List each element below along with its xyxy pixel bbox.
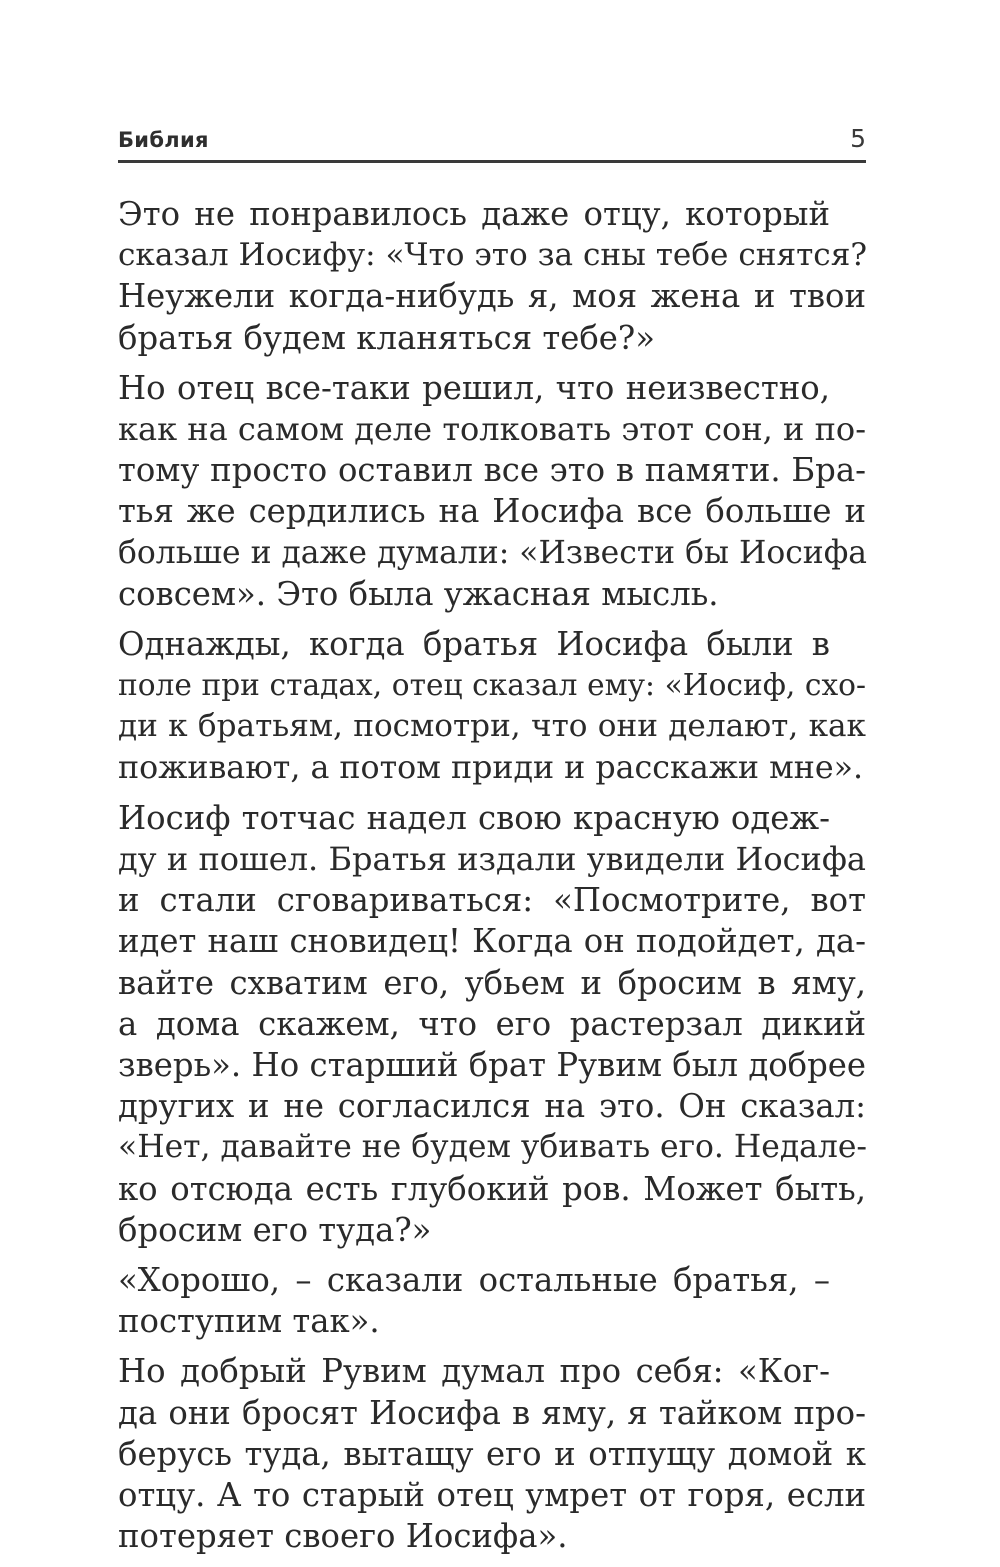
text-line: Однажды, когда братья Иосифа были в [118, 625, 830, 664]
text-line: бросим его туда?» [118, 1210, 432, 1249]
text-line: тья же сердились на Иосифа все больше и [118, 492, 866, 531]
paragraph-1 [118, 194, 866, 359]
paragraph-5 [118, 1260, 866, 1342]
paragraph-6 [118, 1351, 866, 1557]
text-line: вайте схватим его, убьем и бросим в яму, [118, 963, 866, 1002]
text-line: тому просто оставил все это в памяти. Бра- [118, 451, 866, 490]
text-line: Но отец все-таки решил, что неизвестно, [118, 368, 830, 407]
text-line: берусь туда, вытащу его и отпущу домой к [118, 1434, 866, 1473]
page-number: 5 [850, 124, 866, 153]
text-line: других и не согласился на это. Он сказал: [118, 1087, 866, 1126]
text-line: совсем». Это была ужасная мысль. [118, 574, 719, 613]
body-text [118, 194, 866, 1567]
text-line: братья будем кланяться тебе?» [118, 318, 655, 357]
text-line: Иосиф тотчас надел свою красную одеж- [118, 798, 830, 837]
text-line: ко отсюда есть глубокий ров. Может быть, [118, 1169, 866, 1208]
text-line: как на самом деле толковать этот сон, и по- [118, 410, 866, 449]
text-line: зверь». Но старший брат Рувим был добрее [118, 1046, 866, 1085]
text-line: идет наш сновидец! Когда он подойдет, да- [118, 922, 866, 961]
text-line: да они бросят Иосифа в яму, я тайком про- [118, 1393, 866, 1432]
text-line: поступим так». [118, 1302, 380, 1341]
text-line: отцу. А то старый отец умрет от горя, если [118, 1476, 866, 1515]
paragraph-3 [118, 624, 866, 789]
text-line: поле при стадах, отец сказал ему: «Иосиф, схо- [118, 668, 866, 703]
text-line: «Нет, давайте не будем убивать его. Недале- [118, 1129, 868, 1166]
text-line: ду и пошел. Братья издали увидели Иосифа [118, 840, 866, 879]
running-header [118, 124, 866, 163]
text-line: сказал Иосифу: «Что это за сны тебе снятся? [118, 237, 867, 274]
text-line: и стали сговариваться: «Посмотрите, вот [118, 881, 866, 920]
paragraph-4 [118, 798, 866, 1251]
text-line: а дома скажем, что его растерзал дикий [118, 1004, 866, 1043]
text-line: Это не понравилось даже отцу, который [118, 195, 830, 233]
text-line: больше и даже думали: «Извести бы Иосифа [118, 534, 868, 571]
text-line: поживают, а потом приди и расскажи мне». [118, 749, 864, 786]
paragraph-2 [118, 368, 866, 615]
text-line: Неужели когда-нибудь я, моя жена и твои [118, 277, 866, 316]
book-title: Библия [118, 128, 209, 152]
text-line: Но добрый Рувим думал про себя: «Ког- [118, 1352, 830, 1391]
text-line: потеряет своего Иосифа». [118, 1517, 568, 1556]
text-line: «Хорошо, – сказали остальные братья, – [118, 1261, 830, 1300]
text-line: ди к братьям, посмотри, что они делают, как [118, 708, 866, 745]
